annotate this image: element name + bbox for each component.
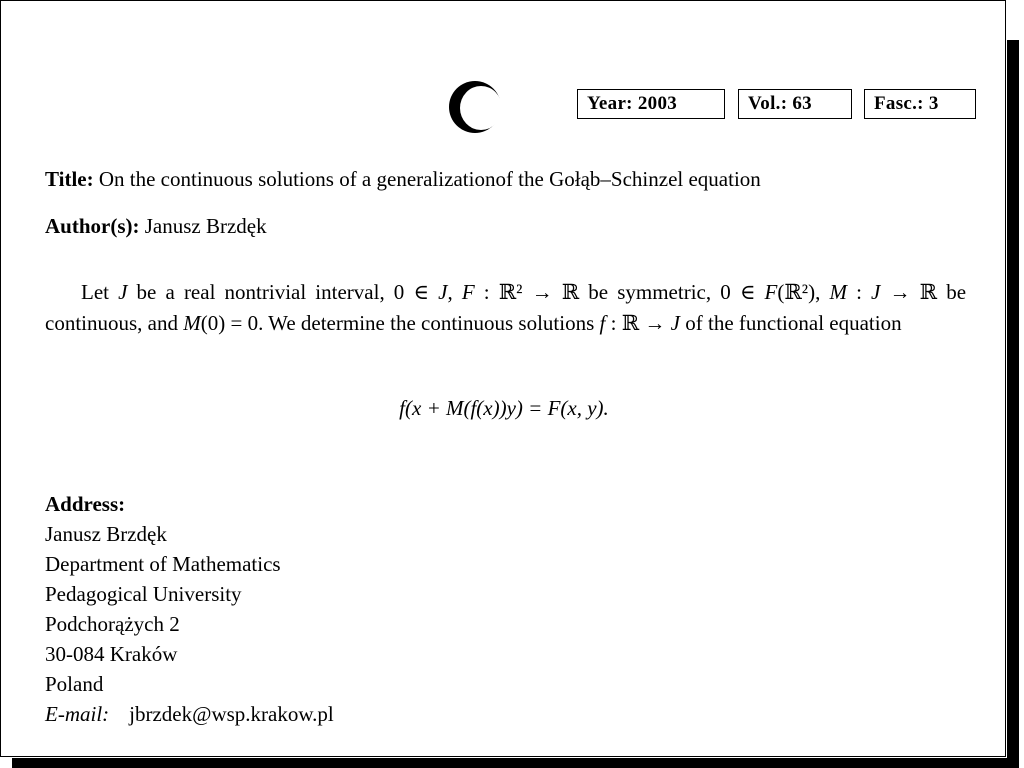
email-line bbox=[45, 699, 334, 729]
journal-logo-icon bbox=[447, 79, 503, 135]
abstract-paragraph: Let J be a real nontrivial interval, 0 ∈ J, F : ℝ² → ℝ be symmetric, 0 ∈ F(ℝ²), M : J → ℝ be continuous, and M(0) = 0. We determine the continuous solutions f : ℝ → J of the functional equation bbox=[45, 280, 967, 335]
display-formula: f(x + M(f(x))y) = F(x, y). bbox=[399, 396, 609, 420]
title-text: On the continuous solutions of a generalizationof the Gołąb–Schinzel equation bbox=[98, 167, 761, 191]
year-box: Year: 2003 bbox=[577, 89, 725, 119]
page-shadow-bottom bbox=[12, 758, 1019, 768]
title-label: Title: bbox=[45, 167, 94, 191]
email-label: E-mail: bbox=[45, 702, 110, 726]
address-block bbox=[45, 489, 334, 729]
address-line: Podchorążych 2 bbox=[45, 612, 180, 636]
paper-title bbox=[45, 167, 761, 192]
abstract bbox=[45, 277, 966, 339]
paper-authors bbox=[45, 214, 267, 239]
page-shadow-right bbox=[1007, 40, 1019, 768]
address-line: Pedagogical University bbox=[45, 582, 242, 606]
address-line: Janusz Brzdęk bbox=[45, 522, 167, 546]
author-text: Janusz Brzdęk bbox=[144, 214, 267, 238]
address-heading: Address: bbox=[45, 492, 126, 516]
address-line: 30-084 Kraków bbox=[45, 642, 178, 666]
address-line: Department of Mathematics bbox=[45, 552, 281, 576]
email-address[interactable]: jbrzdek@wsp.krakow.pl bbox=[129, 702, 334, 726]
address-line: Poland bbox=[45, 672, 104, 696]
fascicle-box: Fasc.: 3 bbox=[864, 89, 976, 119]
volume-box: Vol.: 63 bbox=[738, 89, 852, 119]
author-label: Author(s): bbox=[45, 214, 140, 238]
